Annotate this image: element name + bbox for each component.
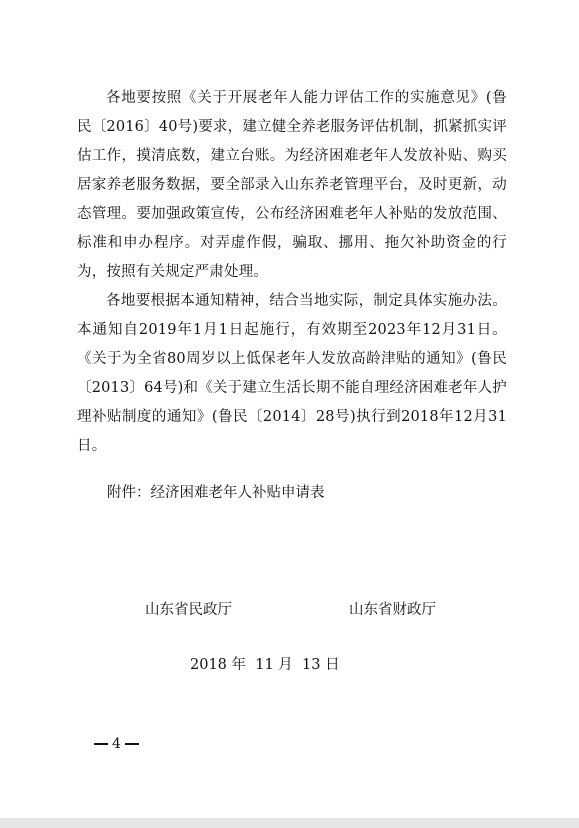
page-number <box>94 732 139 756</box>
paragraph-implementation: 各地要根据本通知精神，结合当地实际，制定具体实施办法。本通知自2019年1月1日起施行，有效期至2023年12月31日。《关于为全省80周岁以上低保老年人发放高龄津贴的通知》(鲁民〔2013〕64号)和《关于建立生活长期不能自理经济困难老年人护理补贴制度的通知》(鲁民〔2014〕28号)执行到2018年12月31日。 <box>77 293 507 454</box>
document-body <box>77 84 507 461</box>
viewer-bottom-strip <box>0 818 579 828</box>
page-number-value: 4 <box>112 736 121 752</box>
page-number-dash-left <box>94 743 108 745</box>
signer-civil-affairs: 山东省民政厅 <box>145 602 232 618</box>
document-date: 2018 年 11 月 13 日 <box>190 657 340 673</box>
paragraph-evaluation: 各地要按照《关于开展老年人能力评估工作的实施意见》(鲁民〔2016〕40号)要求，建立健全养老服务评估机制，抓紧抓实评估工作，摸清底数，建立台账。为经济困难老年人发放补贴、购买居家养老服务数据，要全部录入山东养老管理平台，及时更新，动态管理。要加强政策宣传，公布经济困难老年人补贴的发放范围、标准和申办程序。对弄虚作假，骗取、挪用、拖欠补助资金的行为，按照有关规定严肃处理。 <box>77 90 507 280</box>
attachment-note: 附件：经济困难老年人补贴申请表 <box>107 485 325 501</box>
page-number-dash-right <box>125 743 139 745</box>
signer-finance: 山东省财政厅 <box>349 602 436 618</box>
